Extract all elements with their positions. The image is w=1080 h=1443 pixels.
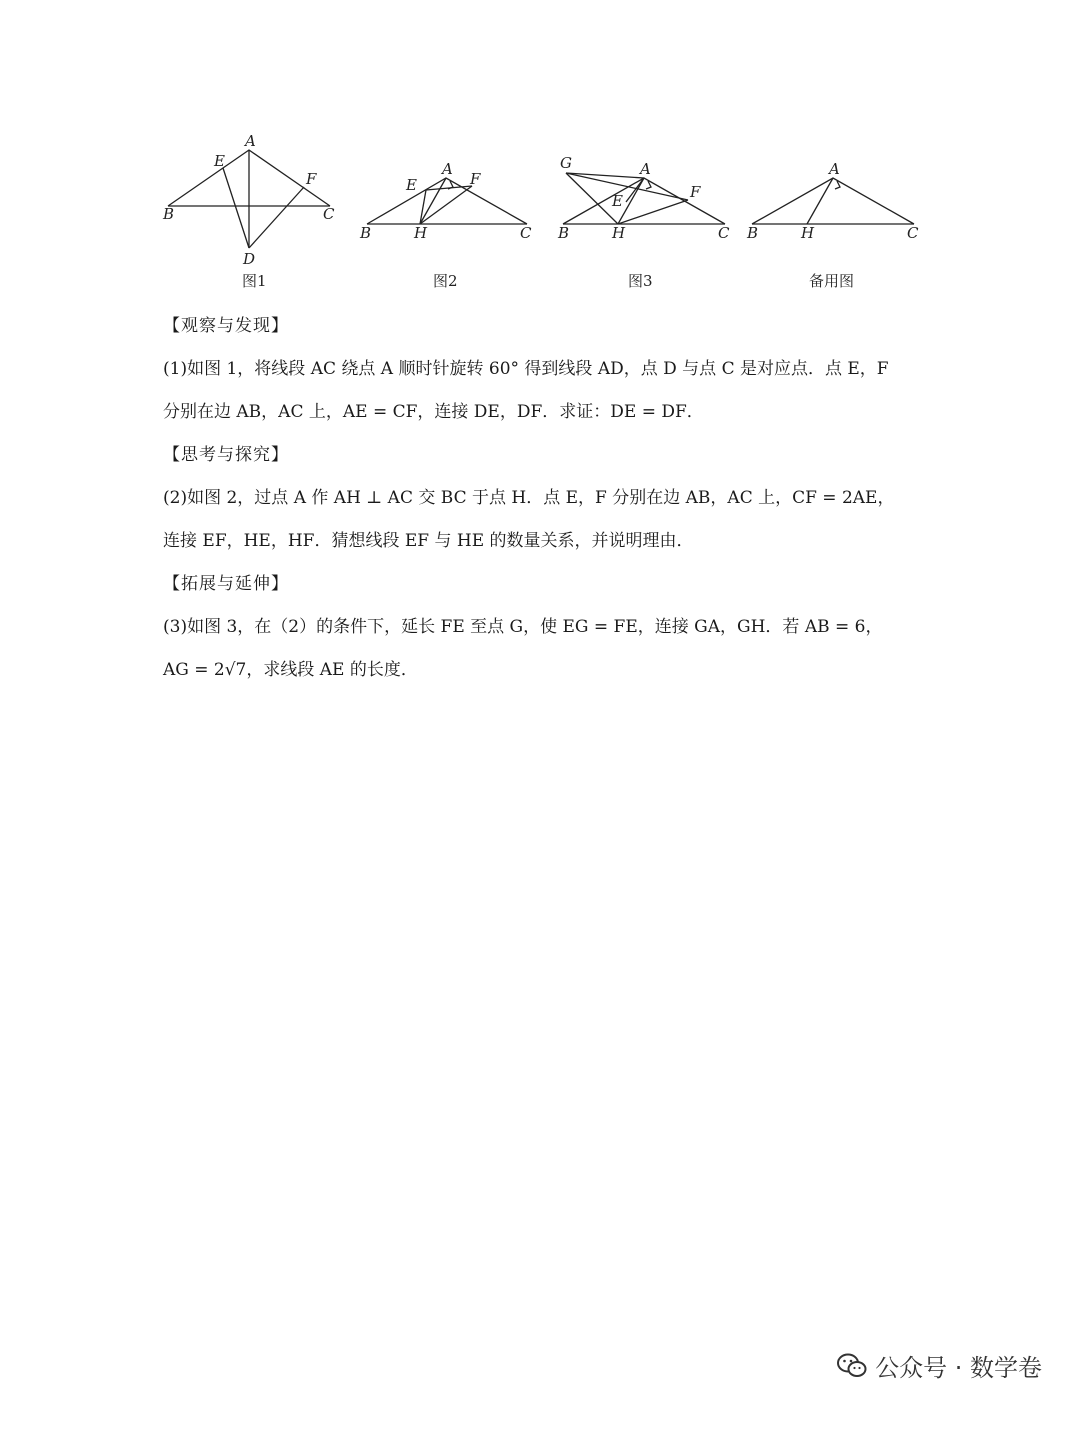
section-heading-extend: 【拓展与延伸】 — [163, 574, 289, 594]
figure-3 — [557, 154, 730, 290]
fig3-label: C — [718, 224, 730, 242]
problem-line: (3)如图 3，在（2）的条件下，延长 FE 至点 G，使 EG = FE，连接 GA，GH．若 AB = 6， — [163, 617, 883, 637]
fig1-caption: 图1 — [242, 272, 267, 290]
fig1-label: D — [243, 250, 256, 268]
figure-spare — [746, 160, 919, 290]
fig1-segment-df — [249, 187, 304, 248]
fig4-caption: 备用图 — [809, 272, 855, 290]
fig2-label: B — [360, 224, 372, 242]
fig3-caption: 图3 — [628, 272, 653, 290]
fig3-label: G — [560, 154, 572, 172]
problem-line: 分别在边 AB，AC 上，AE = CF，连接 DE，DF．求证：DE = DF． — [163, 402, 704, 422]
fig4-label: B — [747, 224, 759, 242]
fig2-triangle-sides — [367, 178, 527, 224]
problem-line: (2)如图 2，过点 A 作 AH ⊥ AC 交 BC 于点 H．点 E，F 分别在边 AB，AC 上，CF = 2AE， — [163, 488, 895, 508]
geometry-figures — [150, 130, 940, 300]
fig1-label: F — [306, 170, 317, 188]
fig3-segment-gh — [566, 173, 618, 224]
fig1-label: C — [323, 205, 335, 223]
fig2-label: A — [442, 160, 453, 178]
fig3-label: F — [690, 183, 701, 201]
fig2-segment-hf — [420, 186, 472, 224]
fig2-label: E — [406, 176, 417, 194]
fig3-label: B — [558, 224, 570, 242]
figure-strip — [150, 130, 940, 300]
fig3-label: H — [612, 224, 626, 242]
fig3-label: E — [612, 192, 623, 210]
figure-2 — [359, 160, 532, 290]
wechat-icon — [837, 1353, 867, 1379]
problem-text — [163, 305, 933, 692]
problem-line: AG = 2√7，求线段 AE 的长度． — [163, 660, 418, 680]
fig2-label: F — [470, 170, 481, 188]
watermark-text: 公众号 · 数学卷 — [875, 1354, 1042, 1382]
fig3-triangle-sides — [563, 178, 725, 224]
problem-line: 连接 EF，HE，HF．猜想线段 EF 与 HE 的数量关系，并说明理由． — [163, 531, 694, 551]
fig2-caption: 图2 — [433, 272, 458, 290]
fig4-label: A — [829, 160, 840, 178]
fig4-label: H — [801, 224, 815, 242]
fig2-label: C — [520, 224, 532, 242]
fig1-label: A — [245, 132, 256, 150]
fig1-label: E — [214, 152, 225, 170]
section-heading-explore: 【思考与探究】 — [163, 445, 289, 465]
figure-1 — [162, 132, 335, 290]
fig3-label: A — [640, 160, 651, 178]
fig4-triangle-sides — [752, 178, 914, 224]
fig3-segment-hf — [618, 200, 688, 224]
fig2-label: H — [414, 224, 428, 242]
section-heading-observe: 【观察与发现】 — [163, 316, 289, 336]
problem-line: (1)如图 1，将线段 AC 绕点 A 顺时针旋转 60° 得到线段 AD，点 D 与点 C 是对应点．点 E，F — [163, 359, 889, 379]
fig4-label: C — [907, 224, 919, 242]
fig1-label: B — [163, 205, 175, 223]
fig1-segment-de — [223, 168, 249, 248]
watermark — [837, 1348, 1042, 1383]
